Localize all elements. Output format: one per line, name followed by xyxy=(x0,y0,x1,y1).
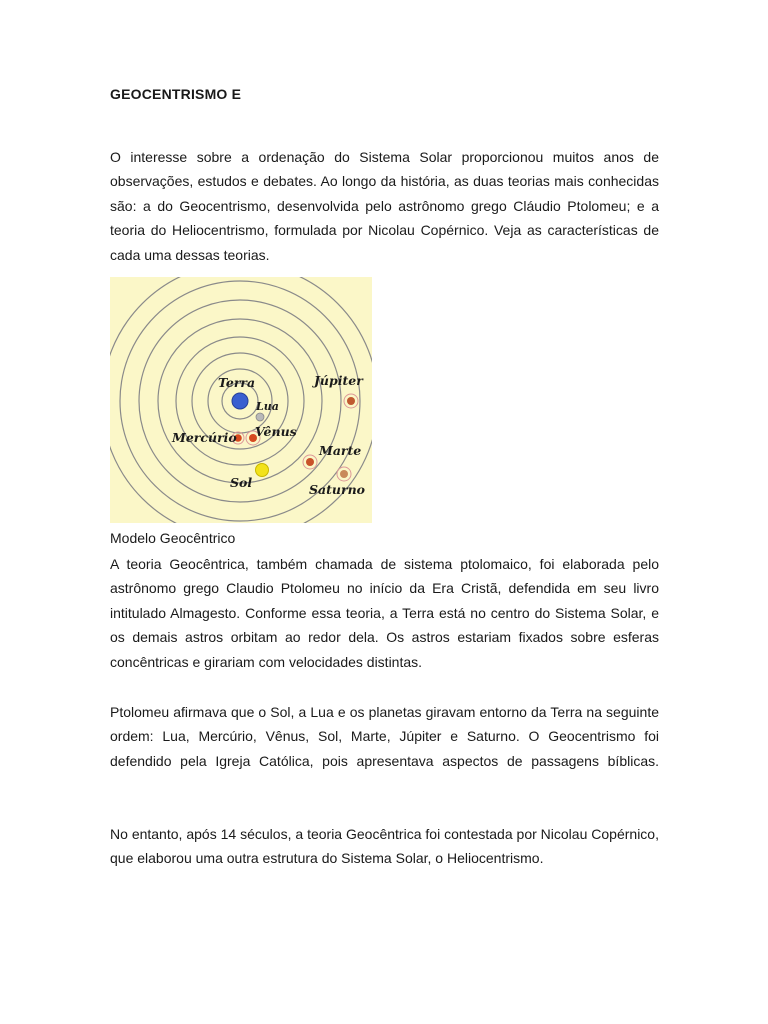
sol-sun xyxy=(256,464,269,477)
jupiter-planet xyxy=(347,397,355,405)
saturno-planet xyxy=(340,470,348,478)
paragraph-3: Ptolomeu afirmava que o Sol, a Lua e os planetas giravam entorno da Terra na seguinte ordem: Lua, Mercúrio, Vênus, Sol, Marte, Júpiter e Saturno. O Geocentrismo foi defendido pela Igreja Católica, pois apresentava aspectos de passagens bíblicas. xyxy=(110,704,659,769)
geocentric-model-figure xyxy=(110,277,372,523)
marte-planet xyxy=(306,458,314,466)
paragraph-4: No entanto, após 14 séculos, a teoria Geocêntrica foi contestada por Nicolau Copérnico, que elaborou uma outra estrutura do Sistema Solar, o Heliocentrismo. xyxy=(110,826,659,867)
terra-planet xyxy=(232,393,248,409)
marte-label: Marte xyxy=(319,443,362,458)
sol-label: Sol xyxy=(230,475,253,490)
terra-label: Terra xyxy=(218,375,256,390)
figure-caption: Modelo Geocêntrico xyxy=(110,530,236,546)
lua-label: Lua xyxy=(256,400,279,413)
document-title: GEOCENTRISMO E xyxy=(110,86,242,102)
venus-label: Vênus xyxy=(255,424,297,439)
mercurio-label: Mercúrio xyxy=(172,430,237,445)
saturno-label: Saturno xyxy=(309,482,365,497)
jupiter-label: Júpiter xyxy=(314,373,363,388)
lua-moon xyxy=(256,413,264,421)
intro-paragraph: O interesse sobre a ordenação do Sistema Solar proporcionou muitos anos de observações, estudos e debates. Ao longo da história, as duas teorias mais conhecidas são: a do Geocentrismo, desenvolvida pelo astrônomo grego Cláudio Ptolomeu; e a teoria do Heliocentrismo, formulada por Nicolau Copérnico. Veja as características de cada uma dessas teorias. xyxy=(110,149,659,263)
paragraph-2: A teoria Geocêntrica, também chamada de sistema ptolomaico, foi elaborada pelo astrônomo grego Claudio Ptolomeu no início da Era Cristã, defendida em seu livro intitulado Almagesto. Conforme essa teoria, a Terra está no centro do Sistema Solar, e os demais astros orbitam ao redor dela. Os astros estariam fixados sobre esferas concêntricas e girariam com velocidades distintas. xyxy=(110,556,659,670)
